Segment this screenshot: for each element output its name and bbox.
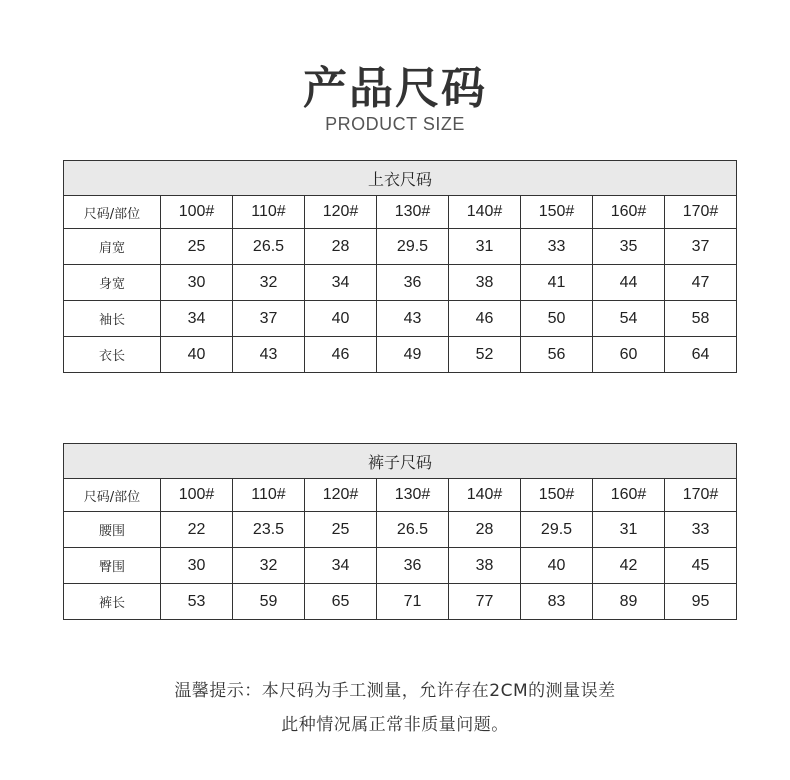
- size-header: 160#: [593, 479, 665, 512]
- size-header: 120#: [305, 196, 377, 229]
- value-cell: 32: [233, 265, 305, 301]
- value-cell: 65: [305, 584, 377, 620]
- value-cell: 43: [233, 337, 305, 373]
- row-label: 裤长: [64, 584, 161, 620]
- value-cell: 46: [305, 337, 377, 373]
- table-row: [64, 229, 737, 265]
- size-header: 110#: [233, 479, 305, 512]
- table-row: [64, 548, 737, 584]
- size-header: 130#: [377, 196, 449, 229]
- value-cell: 89: [593, 584, 665, 620]
- row-label: 袖长: [64, 301, 161, 337]
- value-cell: 41: [521, 265, 593, 301]
- quality-note: 此种情况属正常非质量问题。: [281, 715, 509, 735]
- size-header: 170#: [665, 479, 737, 512]
- size-header: 160#: [593, 196, 665, 229]
- value-cell: 26.5: [377, 512, 449, 548]
- corner-cell: 尺码/部位: [64, 196, 161, 229]
- value-cell: 52: [449, 337, 521, 373]
- size-header: 170#: [665, 196, 737, 229]
- value-cell: 83: [521, 584, 593, 620]
- value-cell: 31: [449, 229, 521, 265]
- value-cell: 40: [521, 548, 593, 584]
- shirt-size-table: [63, 160, 737, 373]
- row-label: 肩宽: [64, 229, 161, 265]
- value-cell: 45: [665, 548, 737, 584]
- table-row: [64, 337, 737, 373]
- value-cell: 29.5: [521, 512, 593, 548]
- value-cell: 28: [449, 512, 521, 548]
- value-cell: 50: [521, 301, 593, 337]
- size-header: 100#: [161, 479, 233, 512]
- value-cell: 40: [305, 301, 377, 337]
- size-header: 150#: [521, 196, 593, 229]
- pants-size-table: [63, 443, 737, 620]
- value-cell: 37: [665, 229, 737, 265]
- value-cell: 37: [233, 301, 305, 337]
- value-cell: 54: [593, 301, 665, 337]
- table-row: [64, 512, 737, 548]
- value-cell: 38: [449, 548, 521, 584]
- measurement-note: 温馨提示：本尺码为手工测量，允许存在2CM的测量误差: [174, 681, 616, 701]
- value-cell: 30: [161, 548, 233, 584]
- row-label: 腰围: [64, 512, 161, 548]
- table-row: [64, 584, 737, 620]
- value-cell: 43: [377, 301, 449, 337]
- value-cell: 56: [521, 337, 593, 373]
- value-cell: 38: [449, 265, 521, 301]
- size-header: 120#: [305, 479, 377, 512]
- value-cell: 60: [593, 337, 665, 373]
- pants-table-heading: 裤子尺码: [64, 444, 737, 479]
- value-cell: 77: [449, 584, 521, 620]
- value-cell: 32: [233, 548, 305, 584]
- value-cell: 34: [161, 301, 233, 337]
- value-cell: 28: [305, 229, 377, 265]
- value-cell: 44: [593, 265, 665, 301]
- shirt-table-heading: 上衣尺码: [64, 161, 737, 196]
- value-cell: 22: [161, 512, 233, 548]
- value-cell: 46: [449, 301, 521, 337]
- value-cell: 47: [665, 265, 737, 301]
- value-cell: 29.5: [377, 229, 449, 265]
- value-cell: 33: [521, 229, 593, 265]
- size-header: 140#: [449, 479, 521, 512]
- value-cell: 25: [161, 229, 233, 265]
- value-cell: 36: [377, 548, 449, 584]
- corner-cell: 尺码/部位: [64, 479, 161, 512]
- value-cell: 58: [665, 301, 737, 337]
- value-cell: 23.5: [233, 512, 305, 548]
- value-cell: 36: [377, 265, 449, 301]
- page-subtitle: PRODUCT SIZE: [325, 114, 465, 134]
- value-cell: 95: [665, 584, 737, 620]
- size-header: 130#: [377, 479, 449, 512]
- value-cell: 33: [665, 512, 737, 548]
- value-cell: 49: [377, 337, 449, 373]
- value-cell: 35: [593, 229, 665, 265]
- value-cell: 26.5: [233, 229, 305, 265]
- shirt-size-header-row: [64, 196, 737, 229]
- pants-size-header-row: [64, 479, 737, 512]
- value-cell: 64: [665, 337, 737, 373]
- value-cell: 59: [233, 584, 305, 620]
- row-label: 衣长: [64, 337, 161, 373]
- row-label: 臀围: [64, 548, 161, 584]
- page-title: 产品尺码: [303, 63, 487, 114]
- value-cell: 34: [305, 548, 377, 584]
- size-header: 110#: [233, 196, 305, 229]
- value-cell: 25: [305, 512, 377, 548]
- value-cell: 30: [161, 265, 233, 301]
- value-cell: 71: [377, 584, 449, 620]
- size-header: 100#: [161, 196, 233, 229]
- size-header: 140#: [449, 196, 521, 229]
- table-row: [64, 301, 737, 337]
- table-row: [64, 265, 737, 301]
- value-cell: 40: [161, 337, 233, 373]
- value-cell: 53: [161, 584, 233, 620]
- value-cell: 31: [593, 512, 665, 548]
- row-label: 身宽: [64, 265, 161, 301]
- size-header: 150#: [521, 479, 593, 512]
- value-cell: 34: [305, 265, 377, 301]
- value-cell: 42: [593, 548, 665, 584]
